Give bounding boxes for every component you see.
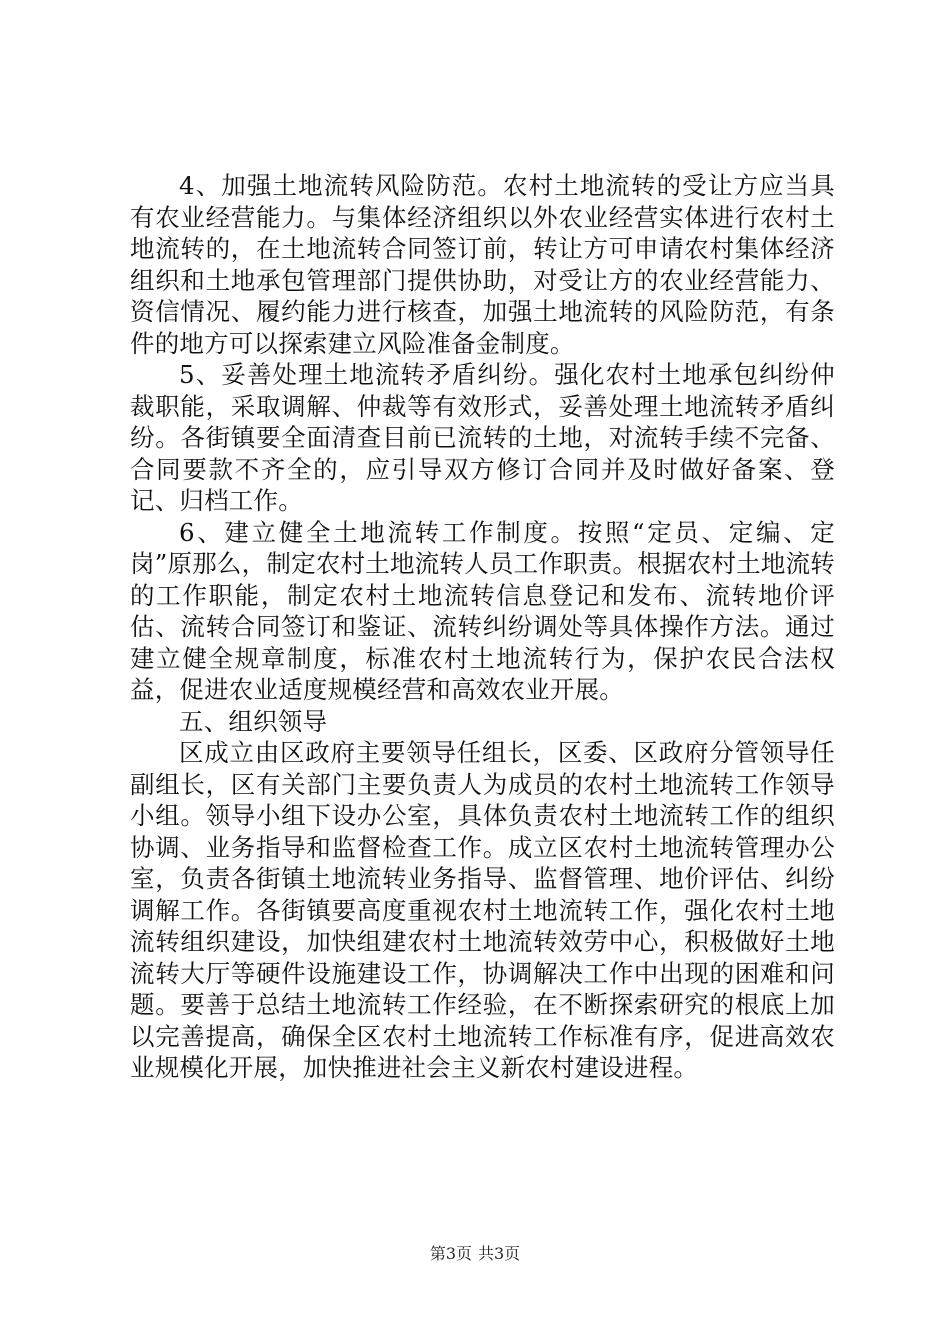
page-total: 共3页: [478, 1244, 521, 1263]
document-body: [130, 170, 835, 1084]
paragraph-risk-prevention: 4、加强土地流转风险防范。农村土地流转的受让方应当具有农业经营能力。与集体经济组织以外农业经营实体进行农村土地流转的，在土地流转合同签订前，转让方可申请农村集体经济组织和土地承包管理部门提供协助，对受让方的农业经营能力、资信情况、履约能力进行核查，加强土地流转的风险防范，有条件的地方可以探索建立风险准备金制度。: [130, 171, 835, 358]
paragraph-dispute-handling: 5、妥善处理土地流转矛盾纠纷。强化农村土地承包纠纷仲裁职能，采取调解、仲裁等有效形式，妥善处理土地流转矛盾纠纷。各街镇要全面清查目前已流转的土地，对流转手续不完备、合同要款不齐全的，应引导双方修订合同并及时做好备案、登记、归档工作。: [130, 360, 835, 515]
paragraph-leadership-group: 区成立由区政府主要领导任组长，区委、区政府分管领导任副组长，区有关部门主要负责人为成员的农村土地流转工作领导小组。领导小组下设办公室，具体负责农村土地流转工作的组织协调、业务指导和监督检查工作。成立区农村土地流转管理办公室，负责各街镇土地流转业务指导、监督管理、地价评估、纠纷调解工作。各街镇要高度重视农村土地流转工作，强化农村土地流转组织建设，加快组建农村土地流转效劳中心，积极做好土地流转大厅等硬件设施建设工作，协调解决工作中出现的困难和问题。要善于总结土地流转工作经验，在不断探索研究的根底上加以完善提高，确保全区农村土地流转工作标准有序，促进高效农业规模化开展，加快推进社会主义新农村建设进程。: [130, 738, 835, 1082]
paragraph-work-system: 6、建立健全土地流转工作制度。按照“定员、定编、定岗”原那么，制定农村土地流转人员工作职责。根据农村土地流转的工作职能，制定农村土地流转信息登记和发布、流转地价评估、流转合同签订和鉴证、流转纠纷调处等具体操作方法。通过建立健全规章制度，标准农村土地流转行为，保护农民合法权益，促进农业适度规模经营和高效农业开展。: [130, 517, 835, 704]
page-footer: [0, 1244, 950, 1264]
section-heading-organization: 五、组织领导: [179, 706, 328, 736]
page-number: 第3页: [429, 1244, 472, 1263]
